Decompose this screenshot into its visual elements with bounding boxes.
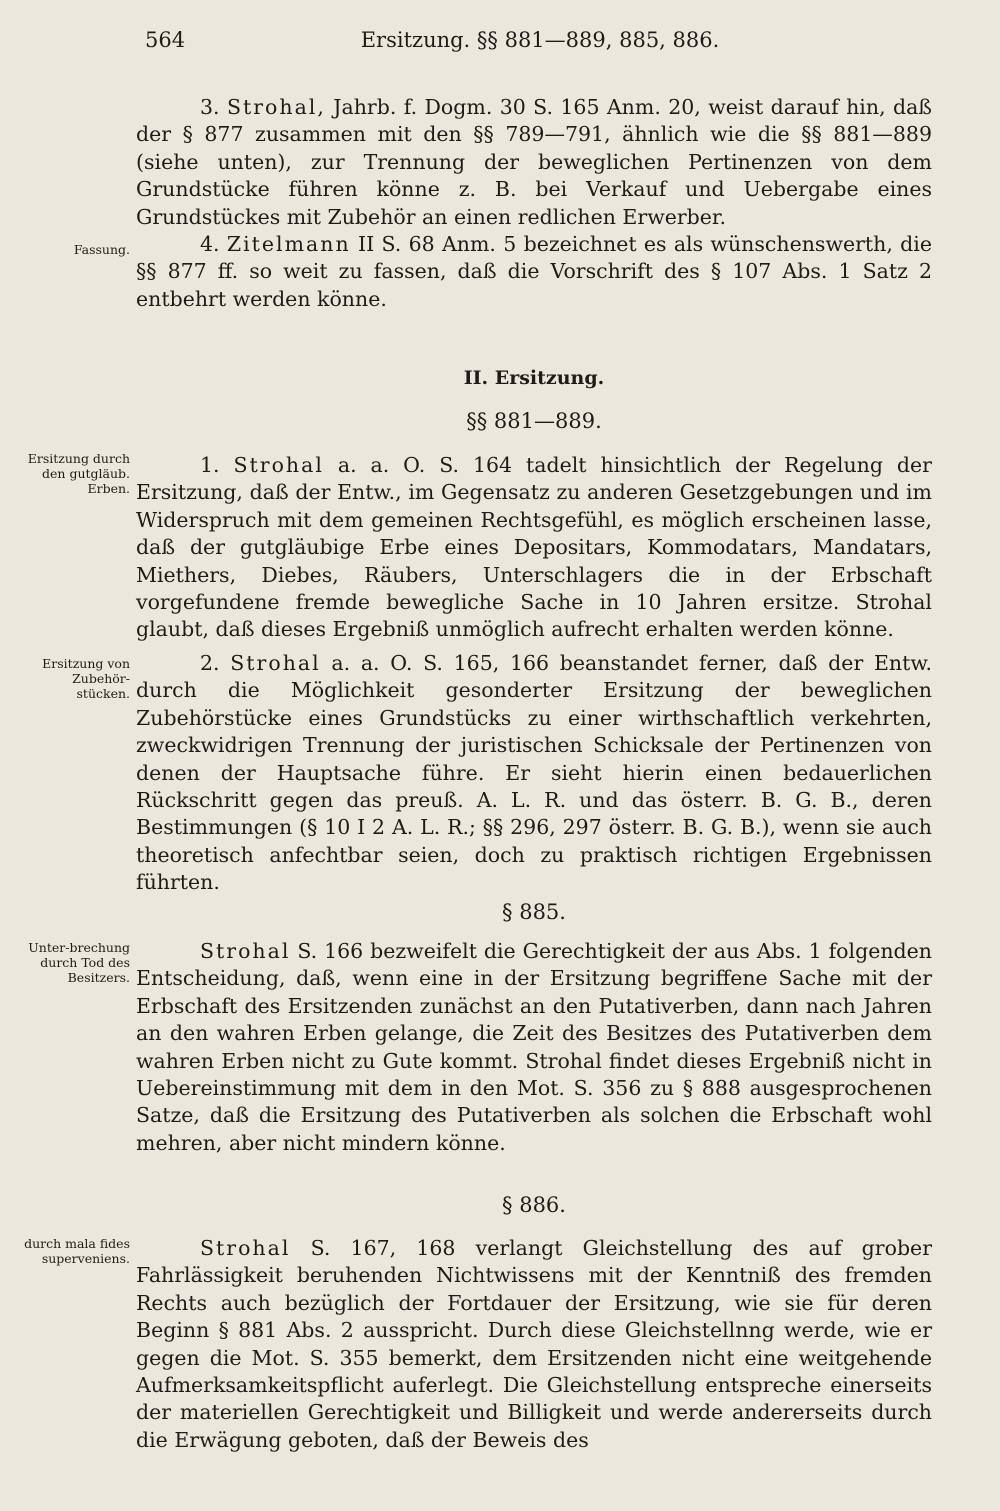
- page-header: [145, 28, 935, 64]
- section-heading-881-889: §§ 881—889.: [466, 409, 602, 433]
- paragraph-4: [136, 231, 932, 313]
- paragraph-text: S. 167, 168 verlangt Gleichstellung des auf grober Fahrlässigkeit beruhenden Nichtwissens mit der Kenntniß des fremden Rechts auch bezüglich der Fortdauer der Ersitzung, wie sie für deren Beginn § 881 Abs. 2 ausspricht. Durch diese Gleichstellnng werde, wie er gegen die Mot. S. 355 bemerkt, dem Ersitzenden nicht eine weitgehende Aufmerksamkeitspflicht auferlegt. Die Gleichstellung entspreche einerseits der materiellen Gerechtigkeit und Billigkeit und werde andererseits durch die Erwägung geboten, daß der Beweis des: [136, 1236, 932, 1452]
- paragraph-886: [136, 1235, 932, 1454]
- author-name: Strohal: [200, 1236, 291, 1260]
- author-name: Strohal: [233, 453, 324, 477]
- paragraph-text: S. 166 bezweifelt die Gerechtigkeit der aus Abs. 1 folgenden Entscheidung, daß, wenn eine in der Ersitzung begriffene Sache mit der Erbschaft des Ersitzenden zunächst an den Putativerben, dann nach Jahren an den wahren Erben gelange, die Zeit des Besitzes des Putativerben dem wahren Erben nicht zu Gute kommt. Strohal findet dieses Ergebniß nicht in Uebereinstimmung mit dem in den Mot. S. 356 zu § 888 ausgesprochenen Satze, daß die Ersitzung des Putativerben als solchen die Erbschaft wohl mehren, aber nicht mindern könne.: [136, 939, 932, 1155]
- paragraph-e1: [136, 452, 932, 644]
- part-heading: II. Ersitzung.: [463, 367, 605, 389]
- margin-note-gutglaeubiger-erbe: Ersitzung durch den gutgläub. Erben.: [27, 451, 130, 496]
- paragraph-text: a. a. O. S. 165, 166 beanstandet ferner, daß der Entw. durch die Möglichkeit gesonderter Ersitzung der beweglichen Zubehörstücke eines Grundstücks zu einer wirthschaftlich verkehrten, zweckwidrigen Trennung der juristischen Schicksale der Pertinenzen von denen der Hauptsache führe. Er sieht hierin einen bedauerlichen Rückschritt gegen das preuß. A. L. R. und das österr. B. G. B., deren Bestimmungen (§ 10 I 2 A. L. R.; §§ 296, 297 österr. B. G. B.), wenn sie auch theoretisch anfechtbar seien, doch zu praktisch richtigen Ergebnissen führten.: [136, 651, 932, 895]
- paragraph-3: [136, 94, 932, 231]
- paragraph-e2: [136, 650, 932, 897]
- section-heading-885: § 885.: [502, 900, 566, 924]
- paragraph-text: a. a. O. S. 164 tadelt hinsichtlich der Regelung der Ersitzung, daß der Entw., im Gegensatz zu anderen Gesetzgebungen und im Widerspruch mit dem gemeinen Rechtsgefühl, es möglich erscheinen lasse, daß der gutgläubige Erbe eines Depositars, Kommodatars, Mandatars, Miethers, Diebes, Räubers, Unterschlagers die in der Erbschaft vorgefundene fremde bewegliche Sache in 10 Jahren ersitze. Strohal glaubt, daß dieses Ergebniß unmöglich aufrecht erhalten werden könne.: [136, 453, 932, 642]
- margin-note-unterbrechung: Unter-brechung durch Tod des Besitzers.: [28, 940, 130, 985]
- paragraph-number: 3.: [200, 95, 220, 119]
- running-title: Ersitzung. §§ 881—889, 885, 886.: [360, 28, 720, 52]
- paragraph-number: 1.: [200, 453, 220, 477]
- section-heading-886: § 886.: [502, 1193, 566, 1217]
- author-name: Strohal: [230, 651, 321, 675]
- paragraph-text: Jahrb. f. Dogm. 30 S. 165 Anm. 20, weist darauf hin, daß der § 877 zusammen mit den §§ 789—791, ähnlich wie die §§ 881—889 (siehe unten), zur Trennung der beweglichen Pertinenzen von dem Grundstücke führen könne z. B. bei Verkauf und Uebergabe eines Grundstückes mit Zubehör an einen redlichen Erwerber.: [136, 95, 932, 229]
- author-name: Zitelmann: [226, 232, 351, 256]
- paragraph-text: II S. 68 Anm. 5 bezeichnet es als wünschenswerth, die §§ 877 ff. so weit zu fassen, daß die Vorschrift des § 107 Abs. 1 Satz 2 entbehrt werden könne.: [136, 232, 932, 311]
- paragraph-885: [136, 938, 932, 1157]
- page-number: 564: [145, 28, 186, 52]
- author-name: Strohal,: [226, 95, 326, 119]
- margin-note-mala-fides: durch mala fides superveniens.: [24, 1236, 130, 1266]
- margin-note-fassung: Fassung.: [73, 242, 130, 257]
- margin-note-zubehoerstuecke: Ersitzung von Zubehör-stücken.: [42, 656, 130, 701]
- paragraph-number: 2.: [200, 651, 220, 675]
- author-name: Strohal: [200, 939, 291, 963]
- paragraph-number: 4.: [200, 232, 220, 256]
